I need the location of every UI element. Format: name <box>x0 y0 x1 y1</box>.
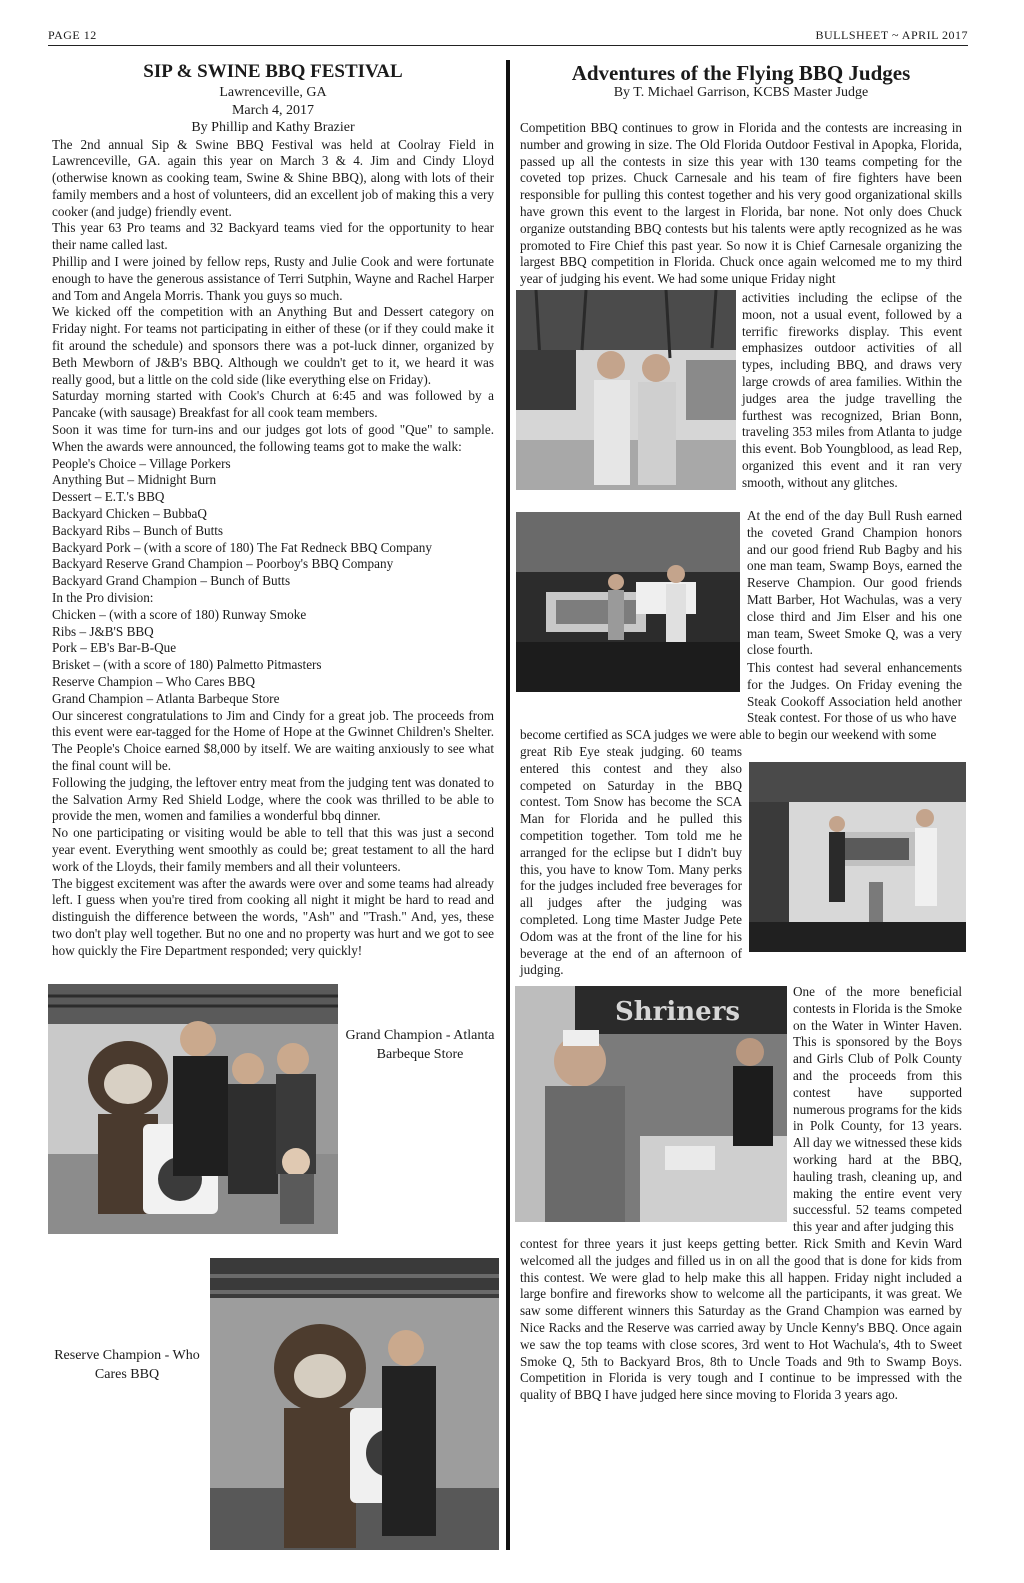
winner-line: Pork – EB's Bar-B-Que <box>52 640 177 656</box>
article-paragraph: No one participating or visiting would be able to tell that this was just a second year event. Everything went smoothly as could be; great testament to all the hard work of the Lloyds, their family members and all their volunteers. <box>52 825 494 874</box>
right-paragraph-4a: One of the more beneficial contests in Florida is the Smoke on the Water in Winter Haven. This is sponsored by the Boys and Girls Club of Polk County and the proceeds from this contest have supported numerous programs for the kids in Polk County, for 13 years. All day we witnessed these kids working hard at the BBQ, hauling trash, cleaning up, and making the entire event very successful. 52 teams competed this year and after judging this <box>793 984 962 1235</box>
winner-line: Backyard Chicken – BubbaQ <box>52 506 207 522</box>
winner-line: Backyard Pork – (with a score of 180) The Fat Redneck BBQ Company <box>52 539 432 555</box>
article-paragraph: The biggest excitement was after the awards were over and some teams had already left. I guess when you're tired from cooking all night it might be hard to read and distinguish the difference between the words, "Ash" and "Trash." And, yes, these two don't play well together. But no one and no property was hurt and we got to see how quickly the Fire Department responded; very quickly! <box>52 875 494 958</box>
article-title: SIP & SWINE BBQ FESTIVAL <box>143 61 403 82</box>
photo-shriners-booth <box>515 986 787 1222</box>
article-location: Lawrenceville, GA <box>219 85 327 100</box>
right-paragraph-3c: great Rib Eye steak judging. 60 teams entered this contest and they also competed on Saturday in the BBQ contest. Tom Snow has become the SCA Man for Florida and he pulled this competition together. Tom told me he arranged for the eclipse but I didn't buy this, you have to know Tom. Many perks for the judges included free beverages for all judges after the judging was completed. Long time Master Judge Pete Odom was at the front of the line for his beverage at the end of an afternoon of judging. <box>520 744 742 978</box>
article-paragraph: We kicked off the competition with an Anything But and Dessert category on Friday night. For teams not participating in either of these (or if they could make it fit around the schedule) and sponsors there was a pot-luck dinner, organized by Beth Mewborn of J&B's BBQ. Although we couldn't get to it, we heard it was really good, but a little on the cold side (like everything else on Friday). <box>52 304 494 387</box>
winner-line: People's Choice – Village Porkers <box>52 455 231 471</box>
column-divider <box>506 60 510 1550</box>
article-byline-right: By T. Michael Garrison, KCBS Master Judge <box>613 85 869 100</box>
article-paragraph: The 2nd annual Sip & Swine BBQ Festival was held at Coolray Field in Lawrenceville, GA. again this year on March 3 & 4. Jim and Cindy Lloyd (otherwise known as cooking team, Swine & Shine BBQ), along with lots of their family members and a host of volunteers, did an excellent job of making this a very cooker (and judge) friendly event. <box>52 136 494 219</box>
right-paragraph-3a: This contest had several enhancements for the Judges. On Friday evening the Steak Cookoff Association held another Steak contest. For those of us who have <box>747 660 962 726</box>
winner-line: Backyard Reserve Grand Champion – Poorboy's BBQ Company <box>52 556 394 572</box>
article-paragraph: Saturday morning started with Cook's Church at 6:45 and was followed by a Pancake (with sausage) Breakfast for all cook team members. <box>52 388 494 421</box>
article-date: March 4, 2017 <box>231 102 315 118</box>
photo-reserve-champion <box>210 1258 499 1550</box>
photo-stage-presentation <box>749 762 966 952</box>
photo-judges-outdoor <box>516 290 736 490</box>
article-paragraph: Phillip and I were joined by fellow reps, Rusty and Julie Cook and were fortunate enough to have the generous assistance of Terri Sutphin, Wayne and Rachel Harper and Tom and Angela Morris. Thank you guys so much. <box>52 254 494 303</box>
photo-grand-champion <box>48 984 338 1234</box>
winner-line: Ribs – J&B'S BBQ <box>52 623 154 639</box>
page-number: PAGE 12 <box>48 28 97 42</box>
winner-line: Reserve Champion – Who Cares BBQ <box>52 674 256 689</box>
winner-line: Backyard Ribs – Bunch of Butts <box>52 522 224 538</box>
article-byline: By Phillip and Kathy Brazier <box>191 120 355 135</box>
article-paragraph: Our sincerest congratulations to Jim and Cindy for a great job. The proceeds from this event were ear-tagged for the Home of Hope at the Gwinnet Children's Shelter. The People's Choice earned $8,000 by itself. We are waiting anxiously to see what the final count will be. <box>52 707 494 773</box>
banner-text: Shriners <box>615 997 741 1027</box>
caption-grand-champion: Grand Champion - Atlanta Barbeque Store <box>345 1028 495 1062</box>
right-paragraph-3b: become certified as SCA judges we were able to begin our weekend with some <box>520 727 937 742</box>
left-article <box>52 60 494 960</box>
right-paragraph-2: At the end of the day Bull Rush earned the coveted Grand Champion honors and our good friend Rub Bagby and his one man team, Swamp Boys, earned the Reserve Champion. Our good friends Matt Barber, Hot Wachulas, was a very close third and Jim Elser and his one man team, Sweet Smoke Q, was a very close fourth. <box>747 508 962 658</box>
right-paragraph-4b: contest for three years it just keeps getting better. Rick Smith and Kevin Ward welcomed all the judges and filled us in on all the good that is done for kids from this contest. We were glad to help make this all happen. Friday night included a large bonfire and fireworks show to welcome all the participants, it was great. We saw some different winners this Saturday as the Grand Champion was earned by Nice Racks and the Reserve was carried away by Uncle Kenny's BBQ. Once again we saw the top teams with close scores, 3rd went to Hot Wachula's, 4th to Sweet Smoke Q, 5th to Backyard Bros, 8th to Uncle Toads and 9th to Swamp Boys. Competition in Florida is very tough and I continue to be impressed with the quality of BBQ I have judged here since moving to Florida 3 years ago. <box>520 1236 962 1403</box>
winner-line: Dessert – E.T.'s BBQ <box>52 489 165 505</box>
photo-stage-check <box>516 512 740 692</box>
winner-line: Anything But – Midnight Burn <box>52 472 217 488</box>
right-paragraph-1b: activities including the eclipse of the moon, not a usual event, followed by a terrific fireworks display. This event emphasizes outdoor activities of all types, including BBQ, and draws very large crowds of area families. Within the judges area the judge travelling the furthest was recognized, Brian Bonn, traveling 353 miles from Atlanta to judge this event. Bob Youngblood, as lead Rep, organized this event and it ran very smooth, without any glitches. <box>742 290 962 490</box>
winner-line: Backyard Grand Champion – Bunch of Butts <box>52 573 291 589</box>
article-paragraph: Soon it was time for turn-ins and our judges got lots of good "Que" to sample. When the awards were announced, the following teams got to make the walk: <box>52 422 494 454</box>
caption-reserve-champion: Reserve Champion - Who Cares BBQ <box>54 1348 200 1382</box>
winner-line: In the Pro division: <box>52 590 154 606</box>
winner-line: Chicken – (with a score of 180) Runway Smoke <box>52 606 307 622</box>
winner-line: Brisket – (with a score of 180) Palmetto Pitmasters <box>52 657 322 673</box>
header-rule <box>48 45 968 46</box>
right-paragraph-1: Competition BBQ continues to grow in Florida and the contests are increasing in number and growing in size. The Old Florida Outdoor Festival in Apopka, Florida, passed up all the contests in size this year with 130 teams competing for the coveted top prizes. Chuck Carnesale and his team of fire fighters have been responsible for pulling this contest together and his very good organizational skills have grown this event to the largest in Florida, bar none. Not only does Chuck organize outstanding BBQ contests but his talents were aptly recognized as he was promoted to Fire Chief this past year. So now it is Chief Carnesale organizing the largest BBQ competition in Florida. Chuck once again welcomed me to my third year of judging his event. We had some unique Friday night <box>520 120 962 287</box>
article-paragraph: Following the judging, the leftover entry meat from the judging tent was donated to the Salvation Army Red Shield Lodge, where the cook was thrilled to be able to provide the men, women and families a wonderful bbq dinner. <box>52 774 494 824</box>
article-title-right: Adventures of the Flying BBQ Judges <box>571 61 911 85</box>
publication-issue: BULLSHEET ~ APRIL 2017 <box>815 28 968 42</box>
article-paragraph: This year 63 Pro teams and 32 Backyard teams vied for the opportunity to hear their name called last. <box>52 220 494 253</box>
winner-line: Grand Champion – Atlanta Barbeque Store <box>52 690 280 706</box>
